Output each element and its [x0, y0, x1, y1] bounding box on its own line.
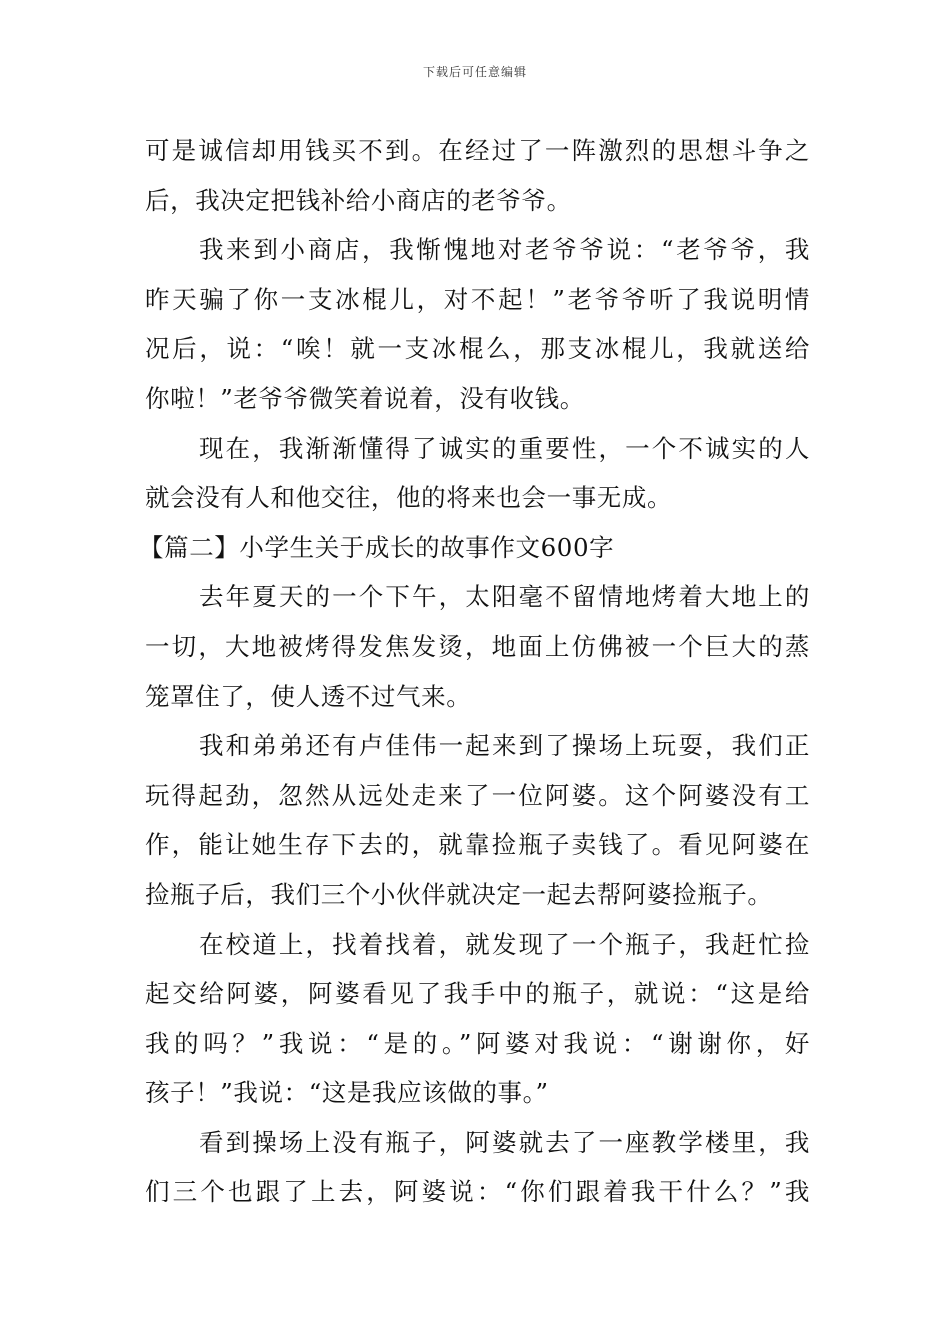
- section-heading: [139, 523, 810, 573]
- text-line: 孩子！”我说：“这是我应该做的事。”: [145, 1078, 549, 1108]
- section-heading-text: 【篇二】小学生关于成长的故事作文600字: [139, 532, 615, 562]
- text-line: 你啦！”老爷爷微笑着说着，没有收钱。: [145, 383, 585, 413]
- paragraph: [145, 572, 810, 721]
- text-line: 去年夏天的一个下午，太阳毫不留情地烤着大地上的: [199, 582, 810, 612]
- text-line: 起交给阿婆，阿婆看见了我手中的瓶子，就说：“这是给: [145, 979, 810, 1009]
- text-line: 后，我决定把钱补给小商店的老爷爷。: [145, 185, 572, 215]
- paragraph: [145, 225, 810, 423]
- paragraph: [145, 126, 810, 225]
- page-header-note: 下载后可任意编辑: [422, 65, 527, 79]
- paragraph: [145, 1118, 810, 1217]
- text-line: 们三个也跟了上去，阿婆说：“你们跟着我干什么？”我: [145, 1177, 810, 1207]
- text-line: 捡瓶子后，我们三个小伙伴就决定一起去帮阿婆捡瓶子。: [145, 879, 773, 909]
- text-line: 我来到小商店，我惭愧地对老爷爷说：“老爷爷，我: [199, 235, 810, 265]
- text-line: 作，能让她生存下去的，就靠捡瓶子卖钱了。看见阿婆在: [145, 830, 810, 860]
- text-line: 现在，我渐渐懂得了诚实的重要性，一个不诚实的人: [199, 433, 810, 463]
- paragraph: [145, 424, 810, 523]
- text-line: 昨天骗了你一支冰棍儿，对不起！”老爷爷听了我说明情: [145, 284, 810, 314]
- paragraph: [145, 920, 810, 1118]
- text-line: 我的吗？”我说：“是的。”阿婆对我说：“谢谢你，好: [145, 1028, 810, 1058]
- text-line: 玩得起劲，忽然从远处走来了一位阿婆。这个阿婆没有工: [145, 780, 810, 810]
- text-line: 一切，大地被烤得发焦发烫，地面上仿佛被一个巨大的蒸: [145, 631, 810, 661]
- document-body: [139, 126, 810, 1217]
- text-line: 笼罩住了，使人透不过气来。: [145, 681, 472, 711]
- text-line: 况后，说：“唉！就一支冰棍么，那支冰棍儿，我就送给: [145, 334, 810, 364]
- text-line: 可是诚信却用钱买不到。在经过了一阵激烈的思想斗争之: [145, 136, 810, 165]
- text-line: 我和弟弟还有卢佳伟一起来到了操场上玩耍，我们正: [199, 731, 810, 761]
- paragraph: [145, 721, 810, 919]
- text-line: 在校道上，找着找着，就发现了一个瓶子，我赶忙捡: [199, 929, 810, 959]
- text-line: 看到操场上没有瓶子，阿婆就去了一座教学楼里，我: [199, 1127, 810, 1157]
- text-line: 就会没有人和他交往，他的将来也会一事无成。: [145, 483, 673, 513]
